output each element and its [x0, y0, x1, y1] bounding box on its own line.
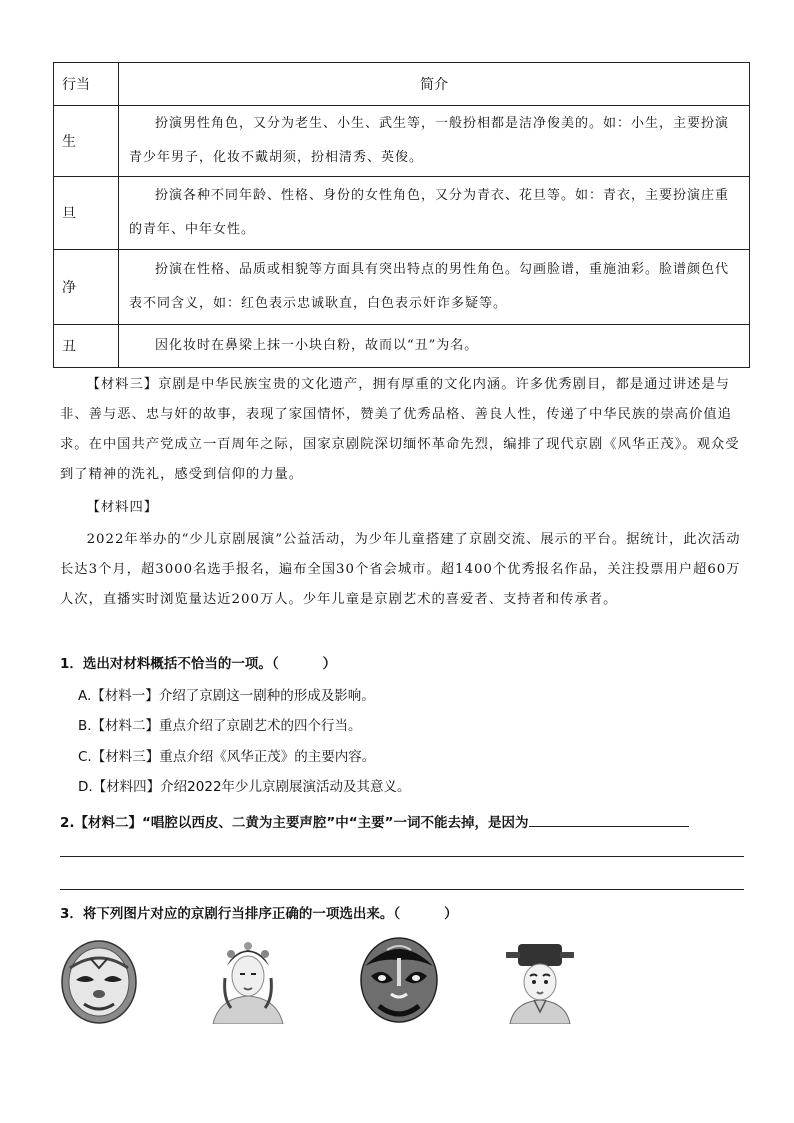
- white-mask-face-image: [60, 938, 138, 1024]
- dan-actress-image: [205, 938, 291, 1024]
- material-4-paragraph: 2022年举办的“少儿京剧展演”公益活动，为少年儿童搭建了京剧交流、展示的平台。据统计，此次活动长达3个月，超3000名选手报名，遍布全国30个省会城市。超1400个优秀报名作品，关注投票用户超60万人次，直播实时浏览量达近200万人。少年儿童是京剧艺术的喜爱者、支持者和传承者。: [60, 532, 741, 607]
- table-row: [54, 106, 750, 177]
- question-2-stem: 2.【材料二】“唱腔以西皮、二黄为主要声腔”中“主要”一词不能去掉，是因为: [60, 815, 529, 831]
- question-3: [60, 904, 750, 924]
- question-3-close: ）: [444, 906, 458, 922]
- table-row: [54, 325, 750, 368]
- question-3-stem: 3．将下列图片对应的京剧行当排序正确的一项选出来。（: [60, 906, 401, 922]
- roles-table: [53, 62, 750, 368]
- header-role: 行当: [54, 63, 119, 106]
- option-a[interactable]: A.【材料一】介绍了京剧这一剧种的形成及影响。: [78, 688, 375, 704]
- sheng-cartoon-figure-image: [500, 940, 580, 1024]
- question-1-close: ）: [322, 656, 337, 672]
- option-d[interactable]: D.【材料四】介绍2022年少儿京剧展演活动及其意义。: [78, 779, 411, 795]
- table-row: [54, 250, 750, 325]
- option-b[interactable]: B.【材料二】重点介绍了京剧艺术的四个行当。: [78, 718, 362, 734]
- desc-cell: 因化妆时在鼻梁上抹一小块白粉，故而以“丑”为名。: [119, 325, 750, 368]
- desc-cell: 扮演男性角色，又分为老生、小生、武生等，一般扮相都是洁净俊美的。如：小生，主要扮演青少年男子，化妆不戴胡须，扮相清秀、英俊。: [119, 106, 750, 177]
- role-cell: 净: [54, 250, 119, 325]
- jing-painted-face-image: [357, 936, 441, 1024]
- role-cell: 旦: [54, 177, 119, 250]
- table-header-row: [54, 63, 750, 106]
- answer-line[interactable]: [60, 856, 744, 857]
- desc-cell: 扮演在性格、品质或相貌等方面具有突出特点的男性角色。勾画脸谱，重施油彩。脸谱颜色代表不同含义，如：红色表示忠诚耿直，白色表示奸诈多疑等。: [119, 250, 750, 325]
- role-cell: 生: [54, 106, 119, 177]
- table-row: [54, 177, 750, 250]
- material-3-paragraph: 【材料三】京剧是中华民族宝贵的文化遗产，拥有厚重的文化内涵。许多优秀剧目，都是通过讲述是与非、善与恶、忠与奸的故事，表现了家国情怀，赞美了优秀品格、善良人性，传递了中华民族的崇高价值追求。在中国共产党成立一百周年之际，国家京剧院深切缅怀革命先烈，编排了现代京剧《风华正茂》。观众受到了精神的洗礼，感受到信仰的力量。: [60, 377, 740, 482]
- desc-cell: 扮演各种不同年龄、性格、身份的女性角色，又分为青衣、花旦等。如：青衣，主要扮演庄重的青年、中年女性。: [119, 177, 750, 250]
- option-c[interactable]: C.【材料三】重点介绍《风华正茂》的主要内容。: [78, 749, 376, 765]
- header-desc: 简介: [119, 63, 750, 106]
- answer-blank[interactable]: [529, 812, 689, 827]
- material-4-title: 【材料四】: [86, 500, 159, 515]
- question-1: [60, 654, 750, 674]
- question-1-stem: 1．选出对材料概括不恰当的一项。（: [60, 656, 279, 672]
- question-2: [60, 812, 750, 833]
- role-cell: 丑: [54, 325, 119, 368]
- answer-line[interactable]: [60, 889, 744, 890]
